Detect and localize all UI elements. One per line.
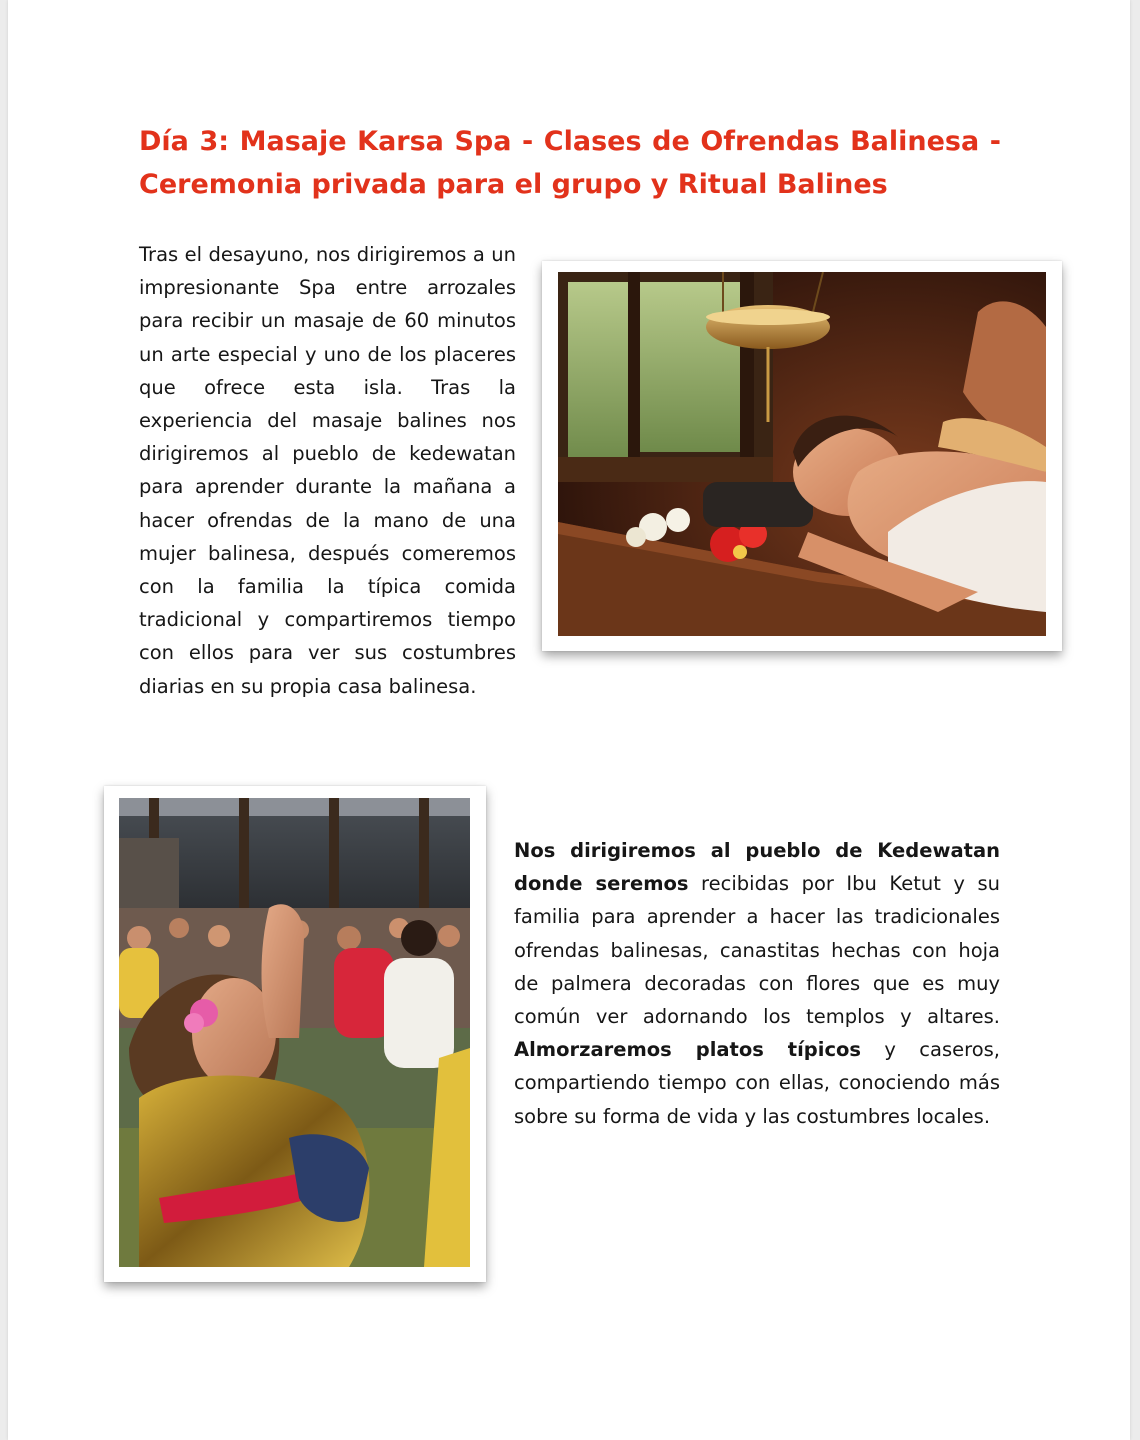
bold-phrase-arrival: Nos dirigiremos al pueblo de Kedewatan donde seremos [514, 839, 1000, 896]
bold-phrase-lunch: Almorzaremos platos típicos [514, 1038, 862, 1062]
spa-massage-photo [558, 272, 1046, 636]
document-page [8, 0, 1130, 1440]
intro-paragraph: Tras el desayuno, nos dirigiremos a un impresionante Spa entre arrozales para recibir un masaje de 60 minutos un arte especial y uno de los placeres que ofrece esta isla. Tras la experiencia del masaje balines nos dirigiremos al pueblo de kedewatan para aprender durante la mañana a hacer ofrendas de la mano de una mujer balinesa, después comeremos con la familia la típica comida tradicional y compartiremos tiempo con ellos para ver sus costumbres diarias en su propia casa balinesa. [139, 243, 516, 698]
spa-massage-photo-frame [542, 261, 1062, 651]
page-title: Día 3: Masaje Karsa Spa - Clases de Ofrendas Balinesa - Ceremonia privada para el grupo y Ritual Balines [139, 126, 1001, 200]
offerings-paragraph [514, 834, 1000, 1133]
ceremony-illustration [119, 798, 470, 1267]
offerings-ceremony-photo-frame [104, 786, 486, 1282]
spa-massage-illustration [558, 272, 1046, 636]
paragraph-text-part-2: y caseros, compartiendo tiempo con ellas, conociendo más sobre su forma de vida y las costumbres locales. [514, 1038, 1000, 1128]
paragraph-text-part-1: recibidas por Ibu Ketut y su familia para aprender a hacer las tradicionales ofrendas balinesas, canastitas hechas con hoja de palmera decoradas con flores que es muy común ver adornando los templos y altares. [514, 872, 1000, 1029]
offerings-ceremony-photo [119, 798, 470, 1267]
